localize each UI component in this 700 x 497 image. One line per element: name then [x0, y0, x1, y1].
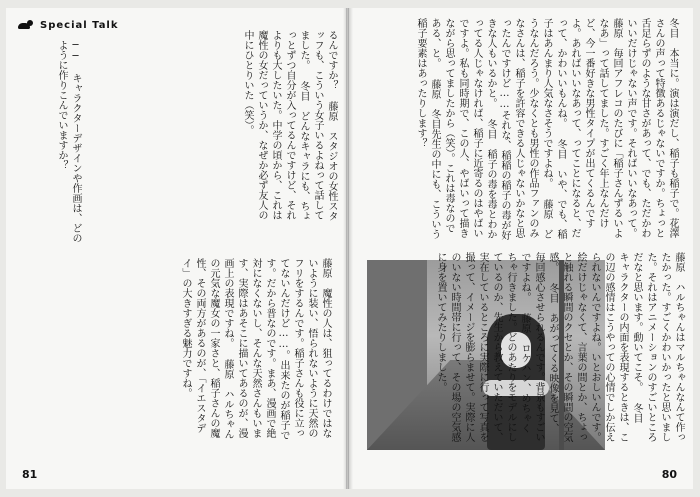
left-column-top: るんですか？ 藤原 スタジオの女性スタッフも、こういう女子いるよねって話してました。 冬目 どんなキャラにも、ちょっとずつ自分が入ってるんですけど、それよりも大したいた。中学の頃から、これは魔性の女だっていうか、なぜか必ず友人の中にひとりいた（笑）。: [242, 30, 337, 221]
page-number-left: 81: [22, 468, 38, 481]
bird-icon: [16, 19, 34, 31]
right-column-top: 冬目 本当に。演は演だし、稲子も稲子で。花澤さんの声って特徴あるじゃないですか。ちょっと舌足らずのような甘さがあって、でも、ただかわいいだけじゃない声です。そればいいなあって。 藤原 毎回アフレコのたびに「稲子さんずるいよなあ」って話してました。すごく年上なんだけど、今一番好きな男性タイプが出てくるんですよ。あればいいなあって、ってことになると、だって、かわいいもんね。 冬目 いや、でも、稲子はあんまり人気なさそうですよね。 藤原 どうなんだろう。少なくとも男性の作品ファンのみなさんは、稲子を許容できる人じゃないかなと思ったんですけど……それな、稲稲の稲子の毒が好きな人もいるかと。 冬目 稲子の毒を毒とわかってる人じゃなければ、稲子に近寄るのはやばいですよ。私も同時期で、この人、やばいって描きながら思ってましたから（笑）。これは毒なのである、と。 藤原 冬目先生の中にも、こういう稲子要素はあったりします？: [415, 18, 678, 240]
right-page: [348, 8, 693, 489]
interview-question: ── キャラクターデザインや作画は、どのように作りこんでいますか？: [56, 40, 81, 243]
left-page: [6, 8, 347, 489]
left-column-bottom: 藤原 魔性の人は、狙ってるわけではないように装い、悟られないように天然のフリをするんです。稲子さんも役に立ってないんだけど……。出来たのが稲子です。だから普なのです。まあ、漫画で絶対になくないし、そんな天然さんもいます、実際はあそこに描いてあるのが、漫画上の表現ですね。 藤原 ハルちゃんの元気な魔女の一家さと、稲子さんの魔性、その両方があるのが、「イエスタデイ」の大きすぎる魅力ですね。: [180, 258, 331, 440]
header-label: Special Talk: [40, 19, 119, 31]
right-column-bottom: 藤原 ハルちゃんはマルちゃんなんて作ったかった。すごくかわいかったと思いました。それはアニメーションのすごいところだなと思います。動いてこそ。 冬目 キャラクターの内面を表現するときは、この辺の感情はこうやっての心情でしか伝えられないんですよね。いとおしいんです。絵だけじゃなくて、言葉の間とか、ちょっと触れる瞬間のクセとか、その瞬間の空気感。 冬目 あがってくる映像を見て、毎回感心させられるんです。背景もすごいですよね。 藤原 ロケハン、めちゃくちゃ行きました。どのあたりをモデルにしているのか、先生から教えていただいて、実在しているところに実際に行って写真を撮って、イメージを膨らませて。実際に人のいない時間帯に行って、その場の空気感に身を置いてみたりしました。: [435, 252, 684, 442]
page-number-right: 80: [661, 468, 677, 481]
book-gutter: [343, 8, 353, 489]
